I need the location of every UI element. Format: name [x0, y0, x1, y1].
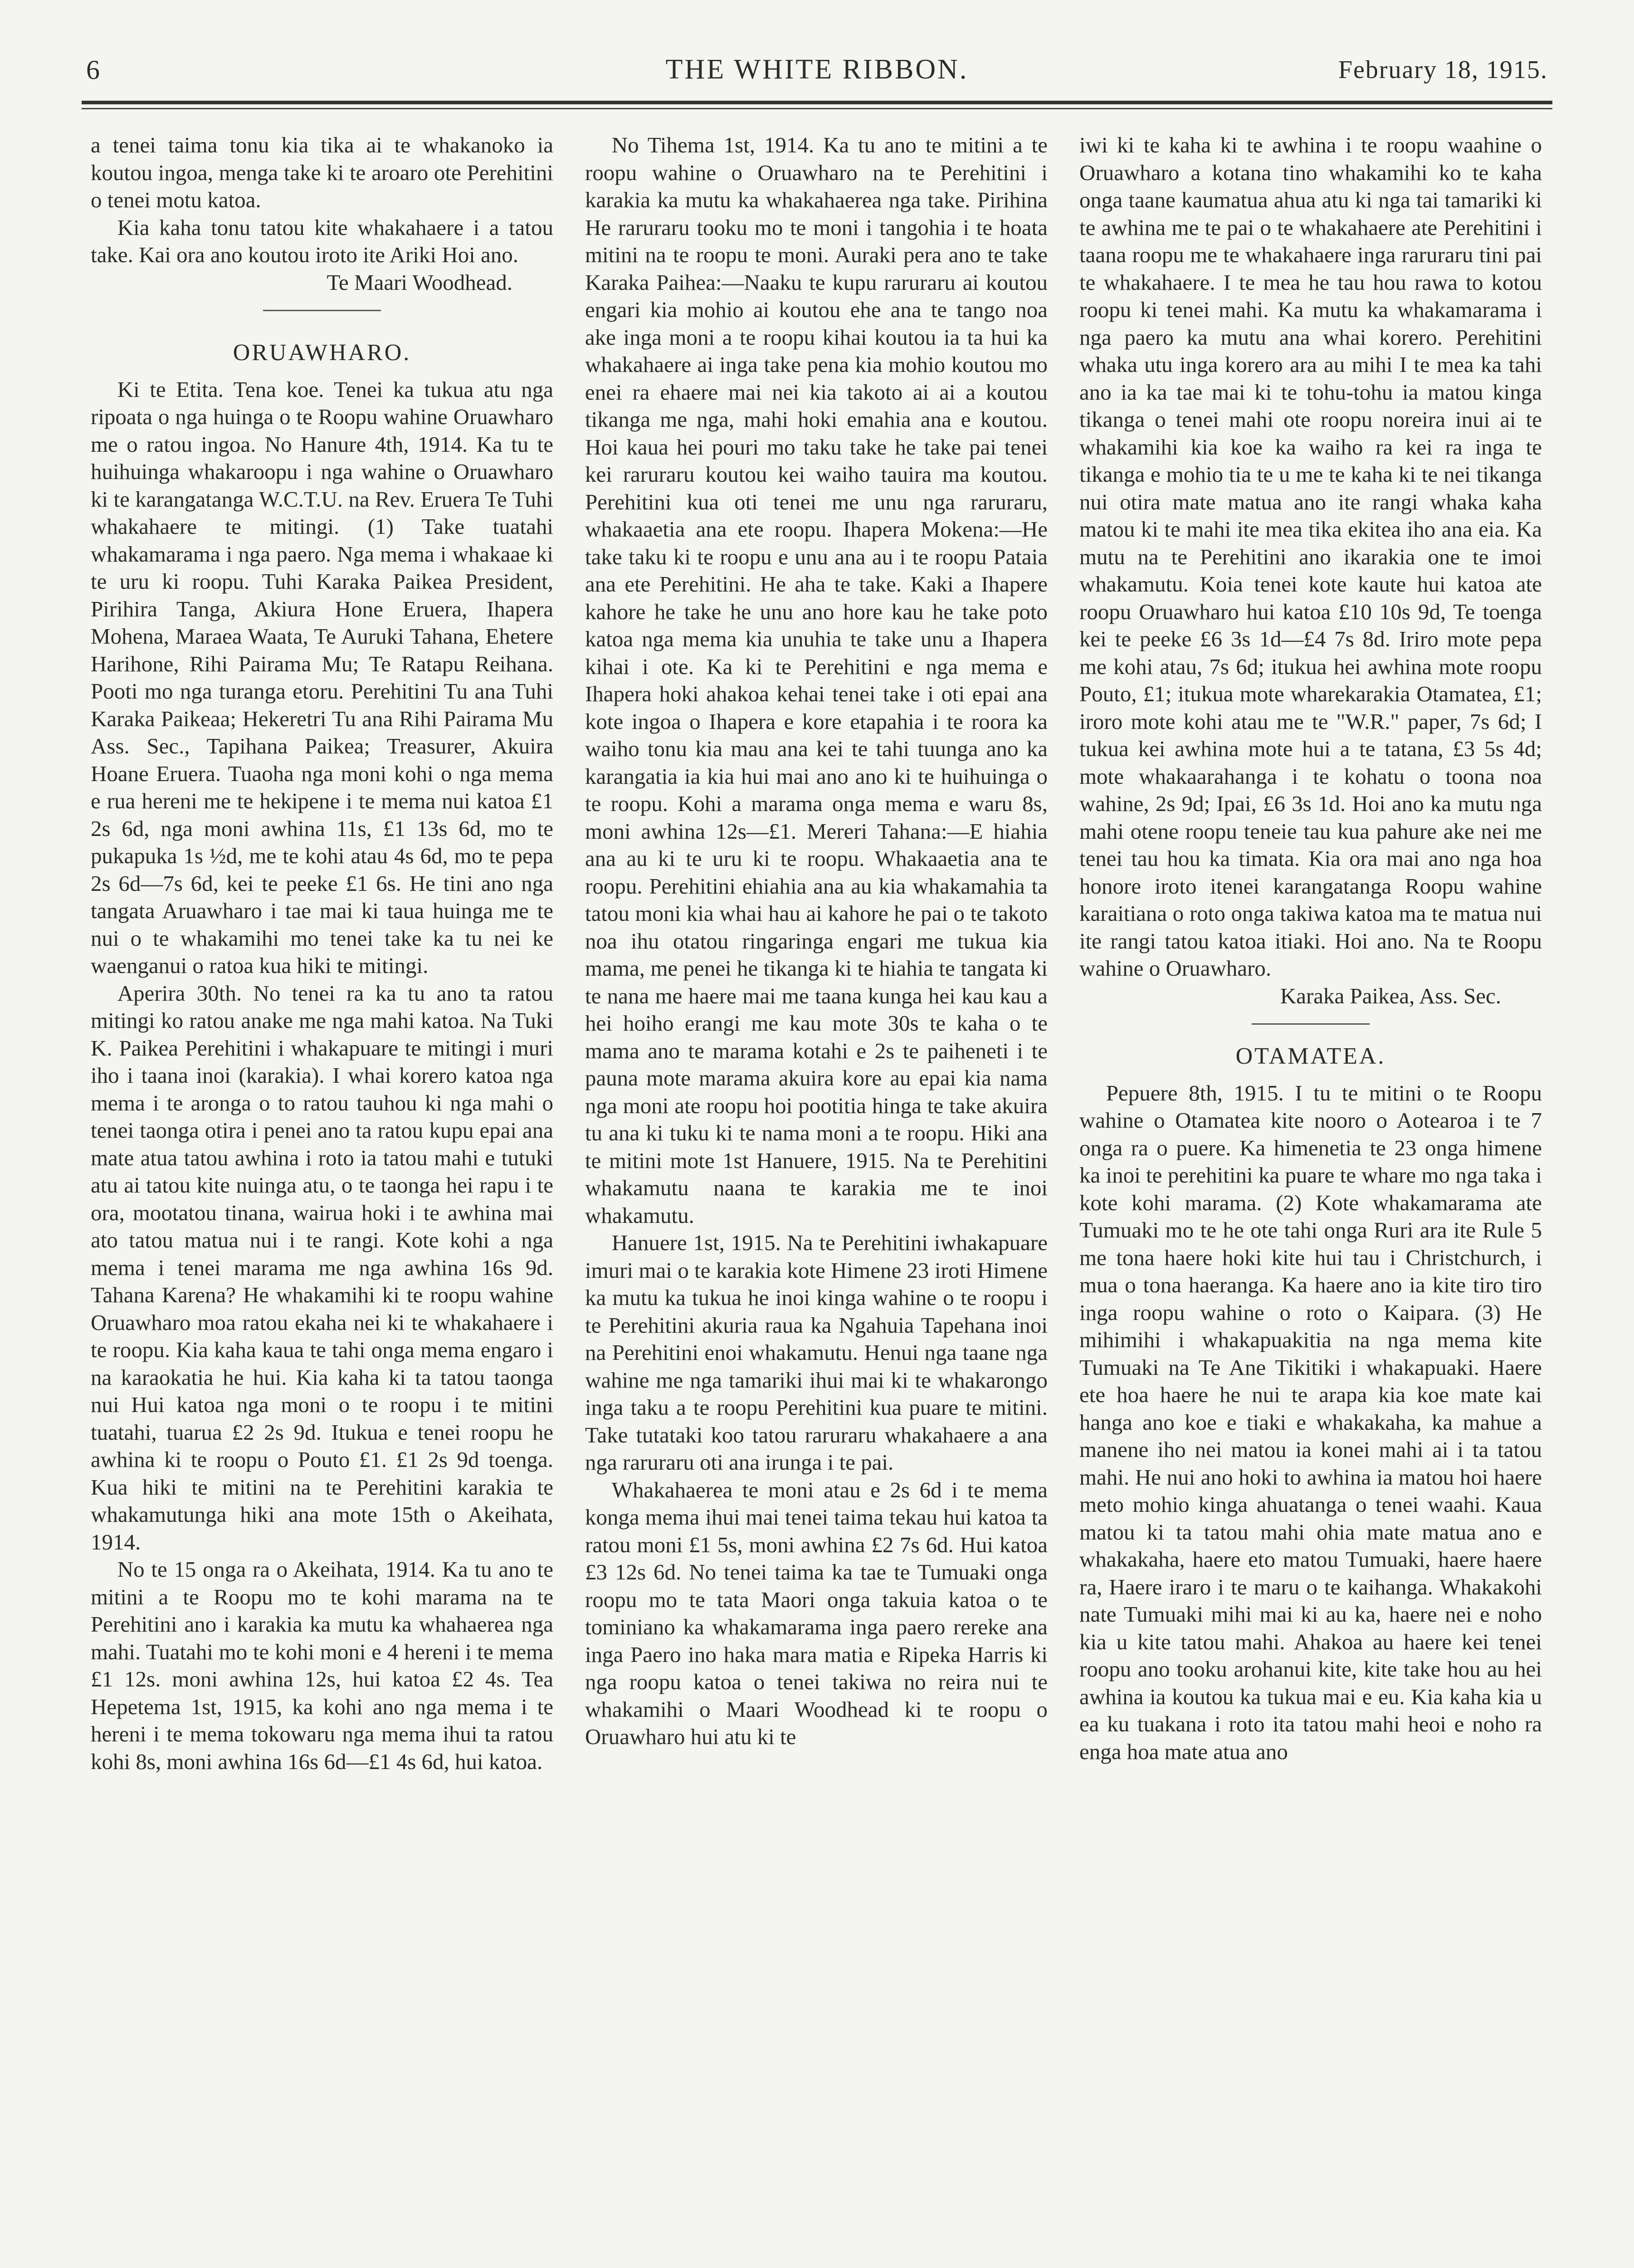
text-columns — [91, 132, 1542, 2259]
article-paragraph: Aperira 30th. No tenei ra ka tu ano ta ratou mitingi ko ratou anake me nga mahi katoa. Na Tuki K. Paikea Perehitini i whakapuare te mitingi i muri iho i taana inoi (karakia). I whai korero katoa nga mema i te aronga o to ratou tauhou ki nga mahi o tenei taonga otira i penei ano ta ratou kupu epai ana mate atua tatou awhina i roto ia tatou mahi e tutuki atu ai tatou kite nuinga atu, o te taonga hei rapu i te ora, mootatou tinana, wairua hoki i te awhina mai ato tatou matua nui i te rangi. Kote kohi a nga mema i tenei marama me nga awhina 16s 9d. Tahana Karena? He whakamihi ki te roopu wahine Oruawharo moa ratou ekaha nei ki te whakahaere i te roopu. Kia kaha kaua te tahi onga mema engaro i na karaokatia he hui. Kia kaha ki ta tatou taonga nui Hui katoa nga moni o te roopu i te mitini tuatahi, tuarua £2 2s 9d. Itukua e tenei roopu he awhina ki te roopu o Pouto £1. £1 2s 9d toenga. Kua hiki te mitini na te Perehitini karakia te whakamutunga hiki ana mote 15th o Akeihata, 1914. — [91, 980, 553, 1554]
masthead-title: THE WHITE RIBBON. — [665, 54, 969, 85]
issue-date: February 18, 1915. — [1338, 56, 1548, 84]
header-rule-thin — [82, 108, 1552, 109]
closing-paragraph: Kia kaha tonu tatou kite whakahaere i a tatou take. Kai ora ano koutou iroto ite Ariki Hoi ano. — [91, 215, 553, 267]
article-paragraph: No Tihema 1st, 1914. Ka tu ano te mitini a te roopu wahine o Oruawharo na te Perehitini i karakia ka mutu ka whakahaerea nga take. Pirihina He raruraru tooku mo te moni i tangohia i te hoata mitini na te roopu te moni. Auraki pera ano te take Karaka Paihea:—Naaku te kupu raruraru ai koutou engari kia mohio ai koutou ehe ana te tango noa ake inga moni a te roopu kihai koutou ia ta hui ka whakahaere ai inga take pena kia mohio koutou mo enei ra ehaere mai nei kia takoto ai ai a koutou tikanga me nga, mahi hoki emahia ana e koutou. Hoi kaua hei pouri mo taku take he take pai tenei kei raruraru koutou kei waiho tauira ma koutou. Perehitini kua oti tenei me unu nga raruraru, whakaaetia ana ete roopu. Ihapera Mokena:—He take taku ki te roopu e unu ana au i te roopu Pataia ana ete Perehitini. He aha te take. Kaki a Ihapere kahore he take he unu ano hore kau he take poto katoa nga mema kia unuhia te take unu a Ihapera kihai i ote. Ka ki te Perehitini e nga mema e Ihapera hoki ahakoa kehai tenei take i oti epai ana kote ingoa o Ihapera e kore etapahia i te roora ka waiho tonu kia mau ana kei te tahi tuunga ano ka karangatia ia kia hui mai ano ano ki te huihuinga o te roopu. Kohi a marama onga mema e waru 8s, moni awhina 12s—£1. Mereri Tahana:—E hiahia ana au ki te uru ki te roopu. Whakaaetia ana te roopu. Perehitini ehiahia ana au kia whakamahia ta tatou moni kia whai hau ai kahore he pai o te takoto noa ihu otatou ringaringa engari me tukua kia mama, me penei he tikanga ki te hiahia te tangata ki te nana me haere mai me taana kunga hei kau kau a hei hoiho erangi me kau mote 30s te kaha o te mama ano te marama kotahi e 2s te paiheneti i te pauna mote marama akuira kore au epai kia nama nga moni ate roopu hoi pootitia hinga te take akuira tu ana ki tuku ki te nama moni a te roopu. Hiki ana te mitini mote 1st Hanuere, 1915. Na te Perehitini whakamutu naana te karakia me te inoi whakamutu. — [585, 132, 1048, 1228]
signature: Karaka Paikea, Ass. Sec. — [1280, 983, 1501, 1008]
column-3 — [1079, 132, 1542, 2259]
signature: Te Maari Woodhead. — [327, 269, 512, 295]
section-divider — [1252, 1023, 1370, 1025]
article-paragraph: iwi ki te kaha ki te awhina i te roopu waahine o Oruawharo a kotana tino whakamihi ko te kaha onga taane kaumatua ahua atu ki nga tai tamariki ki te awhina me te pai o te whakahaere ate Perehitini i taana roopu me te whakahaere inga raruraru tini pai te whakahaere. I te mea he tau hou rawa to kotou roopu ki tenei mahi. Ka mutu ka whakamarama i nga paero ka mutu ana whai korero. Perehitini whaka utu inga korero ara au mihi I te mea ka tahi ano ia ka tae mai ki te tohu-tohu ia matou kinga tikanga o tenei mahi ote roopu noreira inui ai te whakamihi kia koe ka waiho ra kei ra inga te tikanga e mohio tia te u me te kaha ki te nei tikanga nui otira mate matua ano ite rangi whaka kaha matou ki te mahi ite mea tika ekitea iho ana eia. Ka mutu na te Perehitini ano ikarakia one te imoi whakamutu. Koia tenei kote kaute hui katoa ate roopu Oruawharo hui katoa £10 10s 9d, Te toenga kei te peeke £6 3s 1d—£4 7s 8d. Iriro mote pepa me kohi atau, 7s 6d; itukua hei awhina mote roopu Pouto, £1; itukua mote wharekarakia Otamatea, £1; iroro mote kohi atau me te "W.R." paper, 7s 6d; I tukua kei awhina mote hui a te tatana, £3 5s 4d; mote whakaarahanga i te kohatu o toona noa wahine, 2s 9d; Ipai, £6 3s 1d. Hoi ano ka mutu nga mahi otene roopu teneie tau kua pahure ake nei me tenei tau hou ka timata. Kia ora mai ano nga hoa honore iroto itenei karangatanga Roopu wahine karaitiana o roto onga takiwa katoa ma te matua nui ite rangi tatou katoa itiaki. Hoi ano. Na te Roopu wahine o Oruawharo. — [1079, 132, 1542, 981]
article-paragraph: Hanuere 1st, 1915. Na te Perehitini iwhakapuare imuri mai o te karakia kote Himene 23 iroti Himene ka mutu ka tukua he inoi kinga wahine o te roopu i te Perehitini akuria raua ka Ngahuia Tapehana inoi na Perehitini enoi whakamutu. Henui nga taane nga wahine me nga tamariki ihui mai ki te whakarongo inga taku a te roopu Perehitini kua puare te mitini. Take tutataki koo tatou raruraru whakahaere a ana nga raruraru oti ana irunga i te pai. — [585, 1230, 1048, 1475]
continued-paragraph: a tenei taima tonu kia tika ai te whakanoko ia koutou ingoa, menga take ki te aroaro ote Perehitini o tenei motu katoa. — [91, 132, 553, 212]
article-paragraph: Whakahaerea te moni atau e 2s 6d i te mema konga mema ihui mai tenei taima tekau hui katoa ta ratou moni £1 5s, moni awhina £2 7s 6d. Hui katoa £3 12s 6d. No tenei taima ka tae te Tumuaki onga roopu mo te tata Maori onga takuia katoa o te tominiano ka whakamarama inga paero rereke ana inga Paero ino haka mara matia e Ripeka Harris ki nga roopu katoa o tenei takiwa no reira nui te whakamihi o Maari Woodhead ki te roopu o Oruawharo hui atu ki te — [585, 1477, 1048, 1749]
section-title-otamatea: OTAMATEA. — [1235, 1043, 1386, 1069]
section-title-oruawharo: ORUAWHARO. — [233, 340, 411, 366]
column-2 — [585, 132, 1048, 2259]
header-rule-thick — [82, 101, 1552, 104]
article-paragraph: Pepuere 8th, 1915. I tu te mitini o te Roopu wahine o Otamatea kite nooro o Aotearoa i te 7 onga ra o puere. Ka himenetia te 23 onga himene ka inoi te perehitini ka puare te whare mo nga taka i kote kohi marama. (2) Kote whakamarama ate Tumuaki mo te he ote tahi onga Ruri ara ite Rule 5 me tona haere hoki kite hui tau i Christchurch, i mua o tona haeranga. Ka haere ano ia kite tiro tiro inga roopu wahine o roto o Kaipara. (3) He mihimihi i whakapuakitia na nga mema kite Tumuaki na Te Ane Tikitiki i whakapuaki. Haere ete hoa haere he nui te arapa kia koe mate kai hanga ano koe e tiaki e whakakaha, ka mahue a manene iho nei matou ia konei mahi ai i ta tatou mahi. He nui ano hoki to awhina ia matou hoi haere meto mohio kinga ahuatanga o tenei waahi. Kaua matou ki ta tatou mahi ohia mate matua ano e whakakaha, haere eto matou Tumuaki, haere haere ra, Haere iraro i te maru o te kaihanga. Whakakohi nate Tumuaki mihi mai ki au ka, haere nei e noho kia u kite tatou mahi. Ahakoa au haere kei tenei roopu ano tooku arohanui kite, kite take hou au hei awhina ia koutou ka tukua mai e eu. Kia kaha kia u ea ku tuakana i roto ita tatou mahi heoi e noho ra enga hoa mate atua ano — [1079, 1080, 1542, 1764]
column-1 — [91, 132, 553, 2259]
article-paragraph: Ki te Etita. Tena koe. Tenei ka tukua atu nga ripoata o nga huinga o te Roopu wahine Oruawharo me o ratou ingoa. No Hanure 4th, 1914. Ka tu te huihuinga whakaroopu i nga wahine o Oruawharo ki te karangatanga W.C.T.U. na Rev. Eruera Te Tuhi whakahaere te mitingi. (1) Take tuatahi whakamarama i nga paero. Nga mema i whakaae ki te uru ki roopu. Tuhi Karaka Paikea President, Pirihira Tanga, Akiura Hone Eruera, Ihapera Mohena, Maraea Waata, Te Auruki Tahana, Ehetere Harihone, Rihi Pairama Mu; Te Ratapu Reihana. Pooti mo nga turanga etoru. Perehitini Tu ana Tuhi Karaka Paikeaa; Hekeretri Tu ana Rihi Pairama Mu Ass. Sec., Tapihana Paikea; Treasurer, Akuira Hoane Eruera. Tuaoha nga moni kohi o nga mema e rua hereni me te hekipene i te mema nui katoa £1 2s 6d, nga moni awhina 11s, £1 13s 6d, mo te pukapuka 1s ½d, me te kohi atau 4s 6d, mo te pepa 2s 6d—7s 6d, kei te peeke £1 6s. He tini ano nga tangata Aruawharo i tae mai ki taua huinga me te nui o te whakamihi mo tenei take ka tu nei ke waenganui o ratoa kua hiki te mitingi. — [91, 376, 553, 978]
article-paragraph: No te 15 onga ra o Akeihata, 1914. Ka tu ano te mitini a te Roopu mo te kohi marama na te Perehitini ano i karakia ka mutu ka whahaerea nga mahi. Tuatahi mo te kohi moni e 4 hereni i te mema £1 12s. moni awhina 12s, hui katoa £2 4s. Tea Hepetema 1st, 1915, ka kohi ano nga mema i te hereni i te mema tokowaru nga mema ihui ta ratou kohi 8s, moni awhina 16s 6d—£1 4s 6d, hui katoa. — [91, 1557, 553, 1774]
page-header — [82, 50, 1552, 91]
section-divider — [263, 310, 381, 311]
page-number: 6 — [86, 55, 100, 85]
